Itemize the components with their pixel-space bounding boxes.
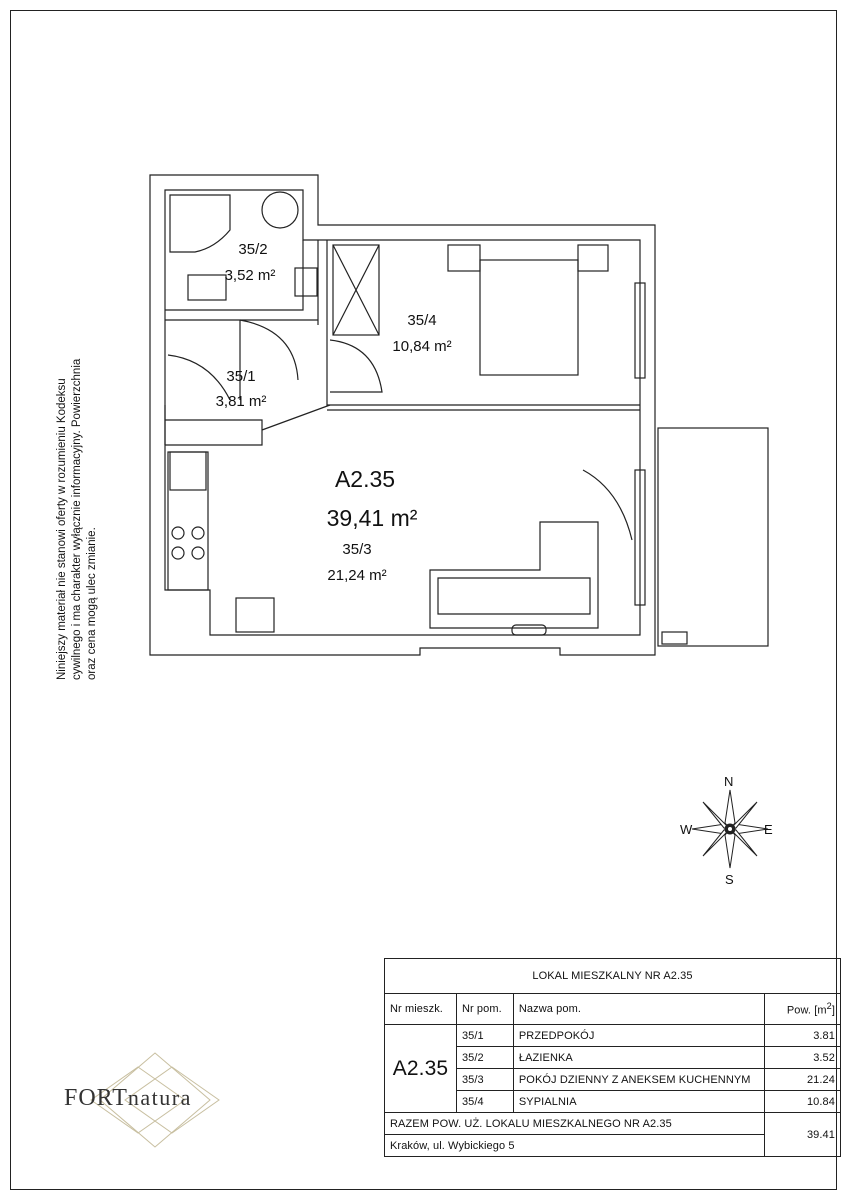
room-area-living: 21,24 m² [327, 567, 387, 584]
compass-west: W [680, 822, 693, 837]
logo-text: FORTnatura [64, 1085, 192, 1111]
header-room-name: Nazwa pom. [513, 994, 764, 1025]
room-label-hallway: 35/1 [226, 368, 256, 385]
compass-south: S [725, 872, 734, 887]
disclaimer: Niniejszy materiał nie stanowi oferty w rozumieniu Kodeksu cywilnego i ma charakter wyłącznie informacyjny. Powierzchnia oraz cena mogą ulec zmianie. [56, 358, 98, 680]
room-area-bathroom: 3,52 m² [224, 267, 276, 284]
apartment-info-table: LOKAL MIESZKALNY NR A2.35 Nr mieszk. Nr pom. Nazwa pom. Pow. $[m^2]$ A2.35 35/1 PRZEDPOKÓJ 3.81 35/2 ŁAZIENKA 3.52 35/3 POKÓJ DZIENNY Z ANEKSEM KUCHENNYM 21.24 35/4 SYPIALNIA 10.84 RAZEM POW. UŻ. LOKALU MIESZKALNEGO NR A2.35 39.41 Kraków, ul. Wybickiego 5 [384, 958, 841, 1157]
compass-east: E [764, 822, 773, 837]
unit-number-cell: A2.35 [385, 1025, 457, 1113]
address: Kraków, ul. Wybickiego 5 [385, 1135, 765, 1157]
room-label-bathroom: 35/2 [238, 241, 268, 258]
table-title: LOKAL MIESZKALNY NR A2.35 [385, 959, 841, 994]
unit-total-area: 39,41 m² [326, 505, 418, 531]
unit-code: A2.35 [334, 466, 396, 492]
table-row: 35/2 [456, 1047, 513, 1069]
room-label-bedroom: 35/4 [407, 312, 437, 329]
header-room-no: Nr pom. [456, 994, 513, 1025]
compass-north: N [724, 774, 734, 789]
table-row: 35/3 [456, 1069, 513, 1091]
table-row: 35/4 [456, 1091, 513, 1113]
table-row: 35/1 [456, 1025, 513, 1047]
header-area: Pow. $[m^2]$ [765, 994, 841, 1025]
header-unit: Nr mieszk. [385, 994, 457, 1025]
total-value: 39.41 [765, 1113, 841, 1157]
room-area-hallway: 3,81 m² [215, 393, 267, 410]
room-label-living: 35/3 [342, 541, 372, 558]
total-label: RAZEM POW. UŻ. LOKALU MIESZKALNEGO NR A2.35 [385, 1113, 765, 1135]
room-area-bedroom: 10,84 m² [392, 338, 452, 355]
